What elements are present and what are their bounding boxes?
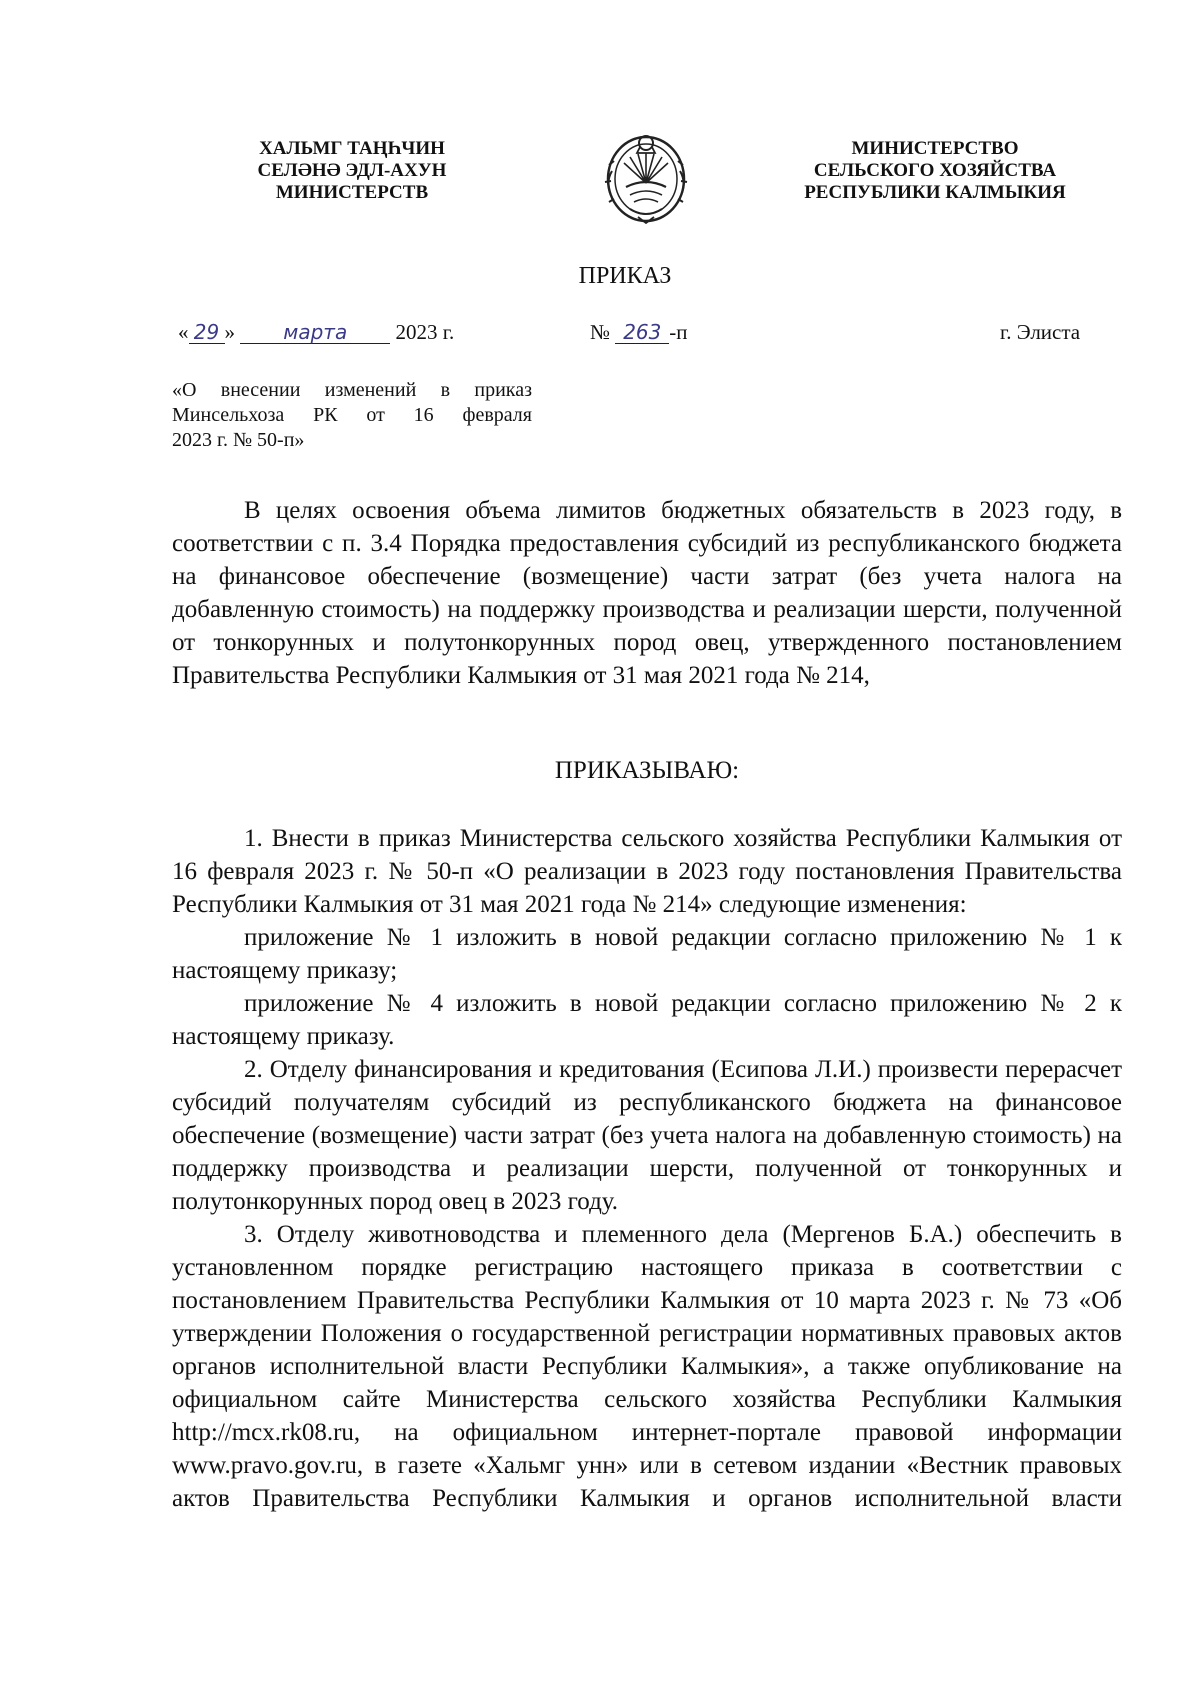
order-items xyxy=(172,822,1122,1515)
right-org-name xyxy=(770,138,1100,204)
quote-close: » xyxy=(224,320,235,344)
right-org-line: МИНИСТЕРСТВО xyxy=(851,138,1019,159)
preamble-paragraph: В целях освоения объема лимитов бюджетных обязательств в 2023 году, в соответствии с п. 3.4 Порядка предоставления субсидий из республиканского бюджета на финансовое обеспечение (возмещение) части затрат (без учета налога на добавленную стоимость) на поддержку производства и реализации шерсти, полученной от тонкорунных и полутонкорунных пород овец, утвержденного постановлением Правительства Республики Калмыкия от 31 мая 2021 года № 214, xyxy=(172,497,1122,689)
order-day: 29 xyxy=(189,321,225,344)
right-org-line: РЕСПУБЛИКИ КАЛМЫКИЯ xyxy=(804,182,1066,203)
item-1-paragraph: 1. Внести в приказ Министерства сельского хозяйства Республики Калмыкия от 16 февраля 2023 г. № 50-п «О реализации в 2023 году постановления Правительства Республики Калмыкия от 31 мая 2021 года № 214» следующие изменения: xyxy=(172,825,1122,918)
quote-open: « xyxy=(178,320,189,344)
left-org-line: ХАЛЬМГ ТАҢҺЧИН xyxy=(259,138,445,159)
item-1b-paragraph: приложение № 4 изложить в новой редакции согласно приложению № 2 к настоящему приказу. xyxy=(172,990,1122,1050)
order-subject xyxy=(172,378,532,453)
item-1a-paragraph: приложение № 1 изложить в новой редакции согласно приложению № 1 к настоящему приказу; xyxy=(172,924,1122,984)
subject-line: Минсельхоза РК от 16 февраля xyxy=(172,404,532,426)
number-value: 263 xyxy=(615,321,669,344)
order-date xyxy=(178,320,454,345)
left-org-line: МИНИСТЕРСТВ xyxy=(275,182,429,203)
number-suffix: -п xyxy=(669,320,688,344)
order-city: г. Элиста xyxy=(1000,320,1081,344)
item-2-paragraph: 2. Отделу финансирования и кредитования (Есипова Л.И.) произвести перерасчет субсидий получателям субсидий из республиканского бюджета на финансовое обеспечение (возмещение) части затрат (без учета налога на добавленную стоимость) на поддержку производства и реализации шерсти, полученной от тонкорунных и полутонкорунных пород овец в 2023 году. xyxy=(172,1056,1122,1215)
number-prefix: № xyxy=(590,320,611,344)
order-number xyxy=(590,320,688,345)
order-word-heading: ПРИКАЗЫВАЮ: xyxy=(554,757,740,784)
left-org-name xyxy=(222,138,482,204)
subject-line: 2023 г. № 50-п» xyxy=(172,429,305,451)
left-org-line: СЕЛӘНӘ ЭДЛ-АХУН xyxy=(257,160,447,181)
preamble-block xyxy=(172,494,1122,692)
kalmykia-coat-of-arms-icon xyxy=(600,125,692,227)
document-type-title: ПРИКАЗ xyxy=(578,263,672,289)
subject-line: «О внесении изменений в приказ xyxy=(172,379,532,401)
order-month: марта xyxy=(240,321,390,344)
right-org-line: СЕЛЬСКОГО ХОЗЯЙСТВА xyxy=(813,160,1057,181)
order-year: 2023 г. xyxy=(395,320,455,344)
item-3-paragraph: 3. Отделу животноводства и племенного дела (Мергенов Б.А.) обеспечить в установленном порядке регистрацию настоящего приказа в соответствии с постановлением Правительства Республики Калмыкия от 10 марта 2023 г. № 73 «Об утверждении Положения о государственной регистрации нормативных правовых актов органов исполнительной власти Республики Калмыкия», а также опубликование на официальном сайте Министерства сельского хозяйства Республики Калмыкия http://mcx.rk08.ru, на официальном интернет-портале правовой информации www.pravo.gov.ru, в газете «Хальмг унн» или в сетевом издании «Вестник правовых актов Правительства Республики Калмыкия и органов исполнительной власти xyxy=(172,1221,1122,1512)
